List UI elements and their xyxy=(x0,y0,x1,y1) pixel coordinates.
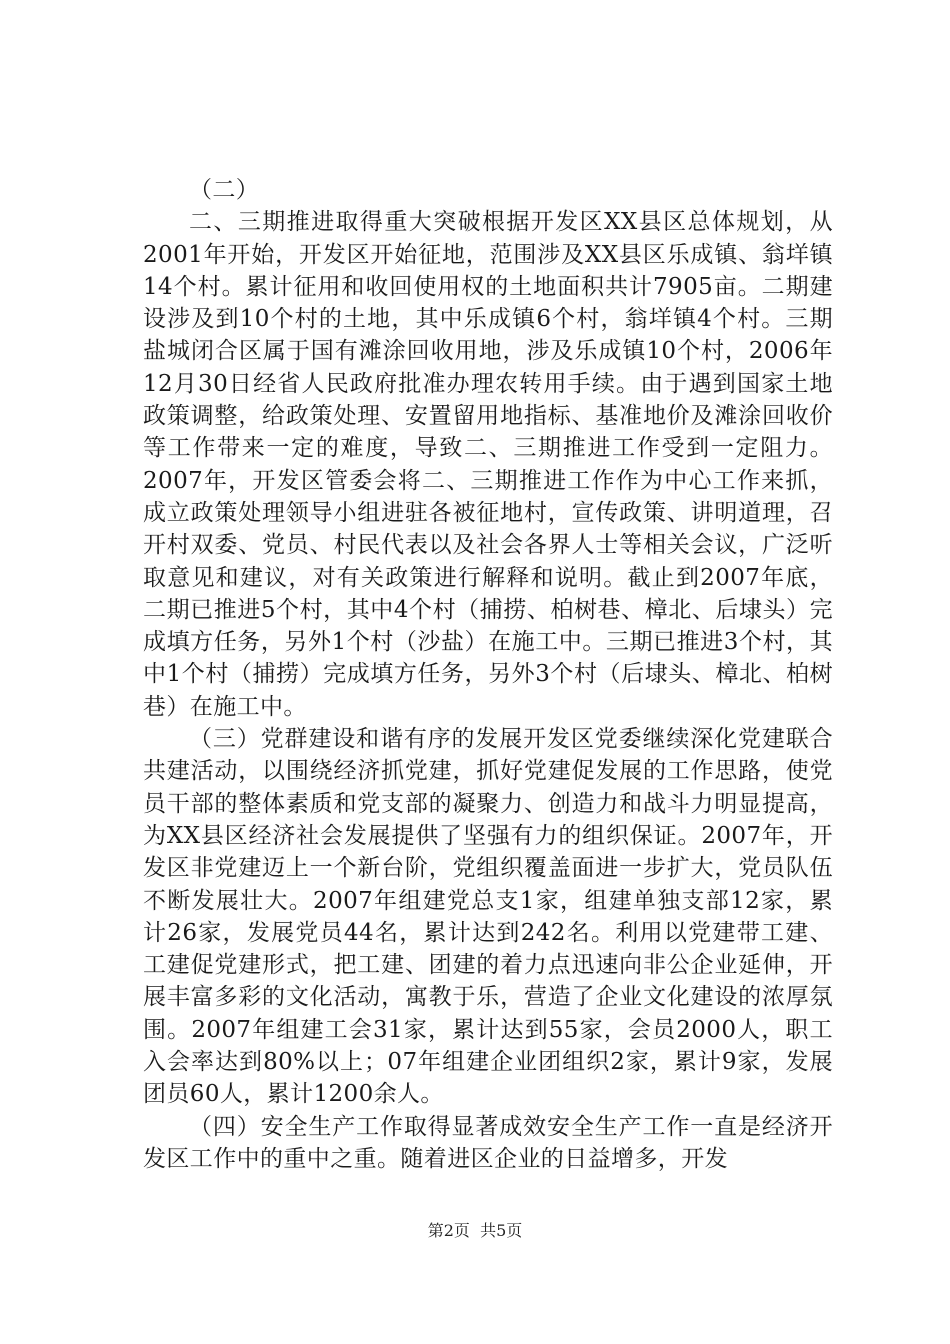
paragraph-phase-progress: 二、三期推进取得重大突破根据开发区XX县区总体规划，从2001年开始，开发区开始征地，范围涉及XX县区乐成镇、翁垟镇14个村。累计征用和收回使用权的土地面积共计7905亩。二期建设涉及到10个村的土地，其中乐成镇6个村，翁垟镇4个村。三期盐城闭合区属于国有滩涂回收用地，涉及乐成镇10个村，2006年12月30日经省人民政府批准办理农转用手续。由于遇到国家土地政策调整，给政策处理、安置留用地指标、基准地价及滩涂回收价等工作带来一定的难度，导致二、三期推进工作受到一定阻力。2007年，开发区管委会将二、三期推进工作作为中心工作来抓，成立政策处理领导小组进驻各被征地村，宣传政策、讲明道理，召开村双委、党员、村民代表以及社会各界人士等相关会议，广泛听取意见和建议，对有关政策进行解释和说明。截止到2007年底，二期已推进5个村，其中4个村（捕捞、柏树巷、樟北、后埭头）完成填方任务，另外1个村（沙盐）在施工中。三期已推进3个村，其中1个村（捕捞）完成填方任务，另外3个村（后埭头、樟北、柏树巷）在施工中。 xyxy=(143,209,833,720)
paragraph-safety-production: （四）安全生产工作取得显著成效安全生产工作一直是经济开发区工作中的重中之重。随着进区企业的日益增多，开发 xyxy=(143,1113,833,1172)
paragraph-party-building: （三）党群建设和谐有序的发展开发区党委继续深化党建联合共建活动，以围绕经济抓党建，抓好党建促发展的工作思路，使党员干部的整体素质和党支部的凝聚力、创造力和战斗力明显提高，为XX县区经济社会发展提供了坚强有力的组织保证。2007年，开发区非党建迈上一个新台阶，党组织覆盖面进一步扩大，党员队伍不断发展壮大。2007年组建党总支1家，组建单独支部12家，累计26家，发展党员44名，累计达到242名。利用以党建带工建、工建促党建形式，把工建、团建的着力点迅速向非公企业延伸，开展丰富多彩的文化活动，寓教于乐，营造了企业文化建设的浓厚氛围。2007年组建工会31家，累计达到55家，会员2000人，职工入会率达到80%以上；07年组建企业团组织2家，累计9家，发展团员60人，累计1200余人。 xyxy=(143,726,833,1108)
page-footer xyxy=(0,1218,950,1241)
paragraph-section-2-heading: （二） xyxy=(189,177,260,203)
document-body xyxy=(143,174,833,1175)
page-number: 第2页 共5页 xyxy=(427,1221,523,1240)
